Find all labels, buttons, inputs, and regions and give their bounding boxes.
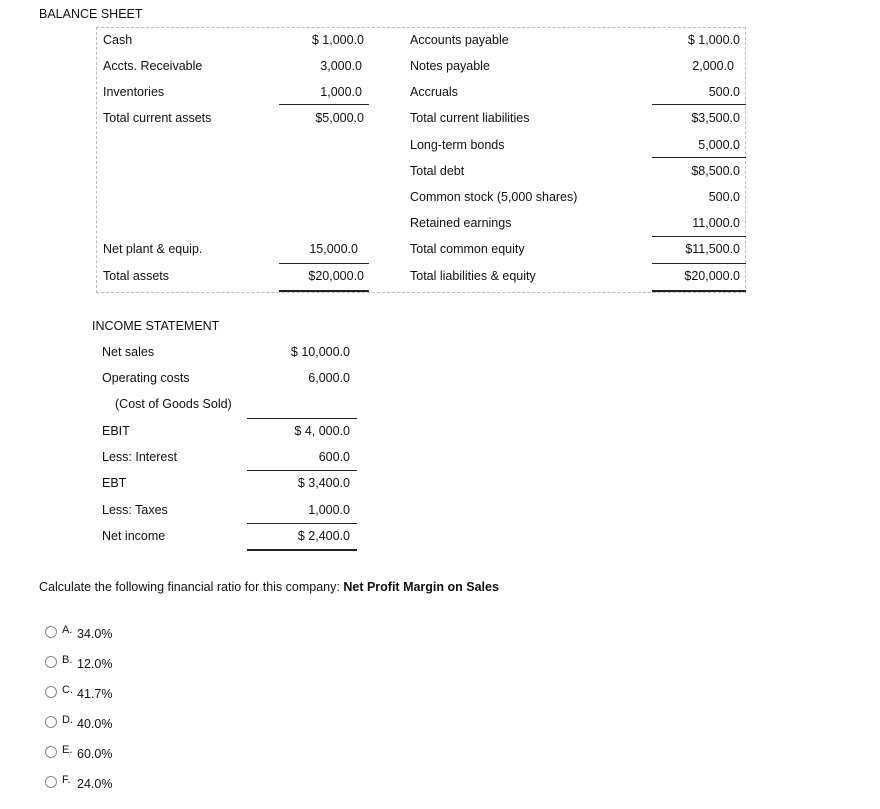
option-letter: D.	[62, 714, 73, 726]
income-value: 1,000.0	[308, 503, 350, 517]
subtotal-rule	[247, 523, 357, 524]
option-value: 24.0%	[77, 777, 113, 791]
subtotal-rule	[652, 263, 746, 264]
radio-button[interactable]	[45, 656, 57, 668]
income-label: Net sales	[102, 345, 155, 359]
liability-value: $8,500.0	[691, 164, 740, 178]
question-text	[39, 581, 499, 594]
subtotal-rule	[247, 470, 357, 471]
liability-label: Long-term bonds	[410, 138, 505, 152]
option-letter: B.	[62, 654, 73, 666]
liability-value: 2,000.0	[692, 59, 734, 73]
income-value: $ 3,400.0	[297, 476, 350, 490]
income-label: (Cost of Goods Sold)	[115, 397, 232, 411]
asset-label: Cash	[103, 33, 133, 47]
income-value: 6,000.0	[308, 371, 350, 385]
income-value: $ 2,400.0	[297, 529, 350, 543]
liability-value: $ 1,000.0	[687, 33, 740, 47]
option-letter: F.	[62, 774, 71, 786]
subtotal-rule	[652, 236, 746, 237]
subtotal-rule	[652, 104, 746, 105]
option-value: 60.0%	[77, 747, 113, 761]
option-value: 40.0%	[77, 717, 113, 731]
radio-button[interactable]	[45, 686, 57, 698]
asset-label: Total current assets	[103, 111, 212, 125]
asset-label: Net plant & equip.	[103, 242, 203, 256]
total-rule	[652, 290, 746, 292]
asset-label: Total assets	[103, 269, 170, 283]
subtotal-rule	[652, 157, 746, 158]
liability-label: Retained earnings	[410, 216, 512, 230]
question-prompt: Calculate the following financial ratio for this company:	[39, 580, 340, 594]
asset-label: Inventories	[103, 85, 165, 99]
option-letter: A.	[62, 624, 73, 636]
subtotal-rule	[279, 263, 369, 264]
income-label: EBT	[102, 476, 127, 490]
asset-value: 1,000.0	[320, 85, 362, 99]
liability-label: Total liabilities & equity	[410, 269, 536, 283]
liability-value: $20,000.0	[684, 269, 740, 283]
income-value: 600.0	[318, 450, 350, 464]
option-value: 12.0%	[77, 657, 113, 671]
liability-label: Notes payable	[410, 59, 490, 73]
liability-value: $3,500.0	[691, 111, 740, 125]
radio-button[interactable]	[45, 626, 57, 638]
asset-label: Accts. Receivable	[103, 59, 203, 73]
asset-value: 15,000.0	[309, 242, 358, 256]
liability-label: Common stock (5,000 shares)	[410, 190, 578, 204]
option-value: 41.7%	[77, 687, 113, 701]
income-label: Net income	[102, 529, 166, 543]
income-label: Less: Taxes	[102, 503, 168, 517]
liability-label: Accounts payable	[410, 33, 509, 47]
total-rule	[247, 549, 357, 551]
liability-label: Accruals	[410, 85, 458, 99]
radio-button[interactable]	[45, 776, 57, 788]
income-label: Operating costs	[102, 371, 190, 385]
question-emphasis: Net Profit Margin on Sales	[343, 580, 499, 594]
radio-button[interactable]	[45, 746, 57, 758]
option-letter: C.	[62, 684, 73, 696]
income-statement-title: INCOME STATEMENT	[92, 319, 220, 333]
liability-value: 500.0	[708, 85, 740, 99]
liability-value: $11,500.0	[685, 242, 740, 256]
asset-value: 3,000.0	[320, 59, 362, 73]
asset-value: $5,000.0	[315, 111, 364, 125]
liability-label: Total current liabilities	[410, 111, 530, 125]
option-value: 34.0%	[77, 627, 113, 641]
subtotal-rule	[279, 104, 369, 105]
income-value: $ 10,000.0	[290, 345, 350, 359]
asset-value: $ 1,000.0	[311, 33, 364, 47]
liability-value: 500.0	[708, 190, 740, 204]
total-rule	[279, 290, 369, 292]
option-letter: E.	[62, 744, 73, 756]
liability-value: 5,000.0	[698, 138, 740, 152]
liability-value: 11,000.0	[692, 216, 740, 230]
income-label: Less: Interest	[102, 450, 178, 464]
balance-sheet-title: BALANCE SHEET	[39, 7, 143, 21]
radio-button[interactable]	[45, 716, 57, 728]
income-value: $ 4, 000.0	[294, 424, 350, 438]
liability-label: Total common equity	[410, 242, 525, 256]
income-label: EBIT	[102, 424, 130, 438]
subtotal-rule	[247, 418, 357, 419]
asset-value: $20,000.0	[308, 269, 364, 283]
liability-label: Total debt	[410, 164, 465, 178]
